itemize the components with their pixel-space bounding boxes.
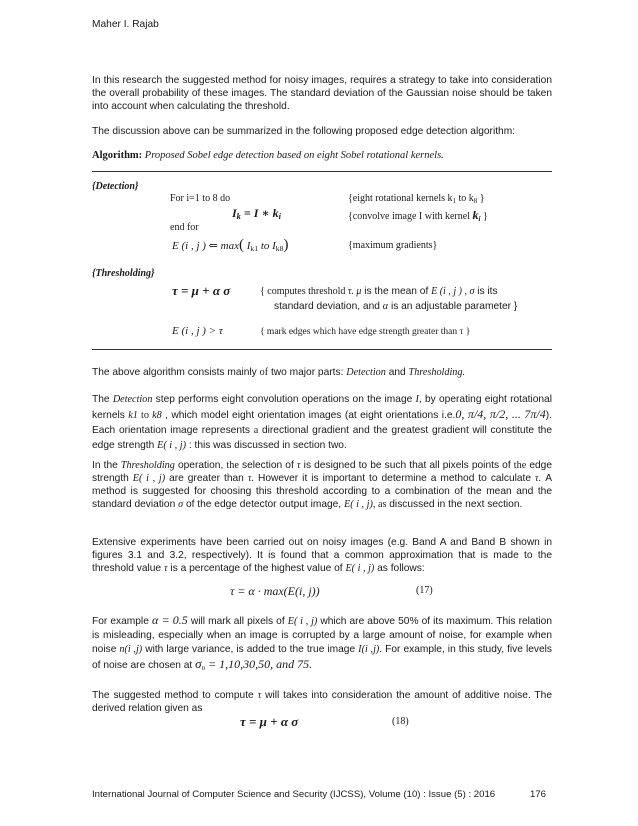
equation-18-number: (18) [392,716,409,727]
comment-threshold-line2: standard deviation, and α is an adjustable parameter } [274,301,518,312]
algorithm-caption [92,150,444,161]
paragraph-detection: The Detection step performs eight convolution operations on the image I, by operating eight rotational kernels k1 to k8 , which model eight orientation images (at eight orientations i.e.0, π/4, π/2, ... 7π/4). Each orientation image represents a directional gradient and the greatest gradient will constitute the edge strength E( i , j) : this was discussed in section two. [92,394,552,451]
equation-17-number: (17) [416,585,433,596]
algorithm-label: Algorithm: [92,150,143,161]
comment-eight-kernels: {eight rotational kernels $k_1$ to $k_8$ } [348,193,485,205]
paragraph-thresholding: In the Thresholding operation, the selection of τ is designed to be such that all pixels points of the edge strength E( i , j) are greater than τ. However it is important to determine a method to calculate τ. A method is suggested for choosing this threshold according to a combination of the mean and the standard deviation σ of the edge detector output image, E( i , j), as discussed in the next section. [92,460,552,510]
comment-mark-edges: { mark edges which have edge strength greater than τ } [260,327,471,337]
paragraph-example: For example α = 0.5 will mark all pixels of E( i , j) which are above 50% of its maximum. This relation is misleading, especially when an image is corrupted by a large amount of noise, for example when noise n(i ,j) with large variance, is added to the true image I(i ,j). For example, in this study, five levels of noise are chosen at $\sigma_n = 1,10,30,50$, and 75. [92,613,552,672]
convolution-equation: $I_k = I$ ∗ $k_i$ [232,206,281,221]
equation-18: τ = μ + α σ [240,714,299,729]
end-for-line: end for [170,222,199,233]
algorithm-bottom-rule [92,349,552,350]
paragraph-suggested-method: The suggested method to compute τ will takes into consideration the amount of additive noise. The derived relation given as [92,690,552,714]
intro-paragraph-2: The discussion above can be summarized in the following proposed edge detection algorithm: [92,126,516,137]
algorithm-title: Proposed Sobel edge detection based on eight Sobel rotational kernels. [144,150,444,161]
detection-label: {Detection} [92,181,139,192]
thresholding-label: {Thresholding} [92,268,155,279]
paragraph-algorithm-parts: The above algorithm consists mainly of two major parts: Detection and Thresholding. [92,367,466,378]
footer-page-number: 176 [530,789,547,800]
threshold-equation: τ = μ + α σ [172,283,231,298]
for-loop-line: For i=1 to 8 do [170,193,231,204]
intro-paragraph-1: In this research the suggested method for noisy images, requires a strategy to take into consideration the overall probability of these images. The standard deviation of the Gaussian noise should be taken into account when calculating the threshold. [92,75,552,112]
comment-threshold: { computes threshold τ. μ is the mean of E (i , j ) , σ is its [260,286,498,297]
comment-max-gradients: {maximum gradients} [348,240,438,251]
paragraph-experiments: Extensive experiments have been carried out on noisy images (e.g. Band A and Band B shown in figures 3.1 and 3.2, respectively). It is found that a common approximation that is made to the threshold value τ is a percentage of the highest value of E( i , j) as follows: [92,537,552,574]
footer-journal: International Journal of Computer Science and Security (IJCSS), Volume (10) : Issue (5) : 2016 [92,789,496,800]
algorithm-top-rule [92,171,552,172]
running-header-author: Maher I. Rajab [92,19,159,30]
equation-17: τ = α · max(E(i, j)) [230,584,320,598]
max-gradient-equation: E (i , j ) ⇐ max( $I_{k1}$ to $I_{k8}$) [172,237,289,253]
mark-edges-equation: E (i , j ) > τ [172,325,223,337]
comment-convolve: {convolve image I with kernel $k_i$ } [348,208,488,223]
